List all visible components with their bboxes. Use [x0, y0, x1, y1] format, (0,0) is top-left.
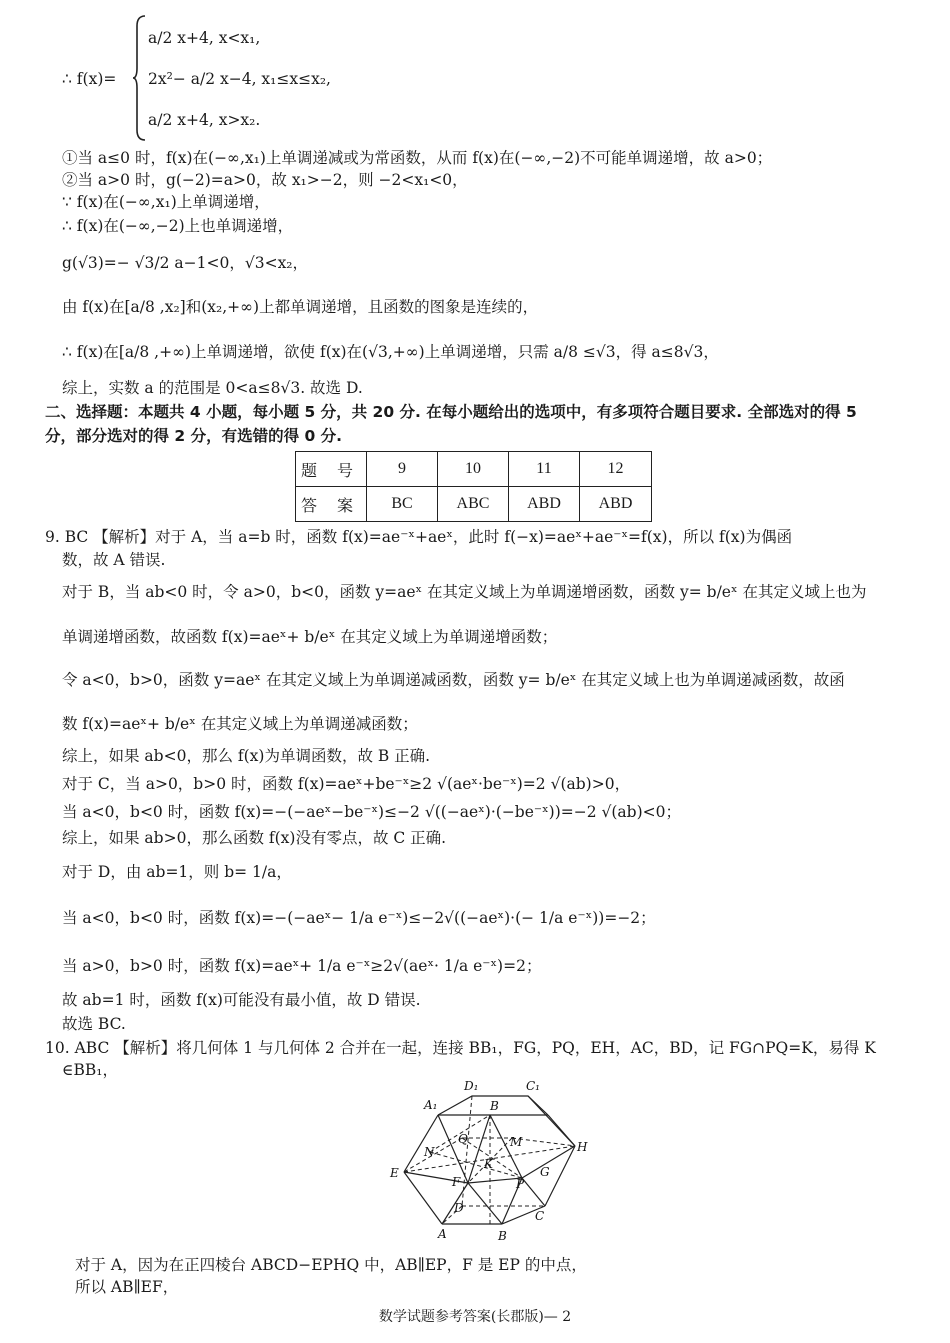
q9-line: 当 a<0，b<0 时，函数 f(x)=−(−aeˣ−be⁻ˣ)≤−2 √((−aeˣ)·(−be⁻ˣ))=−2 √(ab)<0； [62, 803, 681, 821]
label-A: A [438, 1227, 447, 1241]
label-P: P [516, 1177, 525, 1191]
table-cell: 10 [438, 452, 509, 487]
text-line: 综上，实数 a 的范围是 0<a≤8√3. 故选 D. [62, 379, 363, 397]
piecewise-brace [133, 14, 147, 142]
piecewise-lhs: ∴ f(x)= [62, 70, 117, 88]
q9-line: 综上，如果 ab>0，那么函数 f(x)没有零点，故 C 正确. [62, 829, 447, 847]
table-cell: 9 [367, 452, 438, 487]
text-line: ∴ f(x)在(−∞,−2)上也单调递增， [62, 217, 294, 235]
q9-line: 故选 BC. [62, 1015, 126, 1033]
polyhedron-figure [380, 1078, 600, 1243]
table-cell: ABD [580, 487, 652, 522]
q9-line: 单调递增函数，故函数 f(x)=aeˣ+ b/eˣ 在其定义域上为单调递增函数； [62, 628, 558, 646]
q9-line: 综上，如果 ab<0，那么 f(x)为单调函数，故 B 正确. [62, 747, 431, 765]
q9-line: 对于 D，由 ab=1，则 b= 1/a， [62, 863, 292, 881]
text-line: ②当 a>0 时，g(−2)=a>0，故 x₁>−2，则 −2<x₁<0， [62, 171, 468, 189]
text-line: 由 f(x)在[a/8 ,x₂]和(x₂,+∞)上都单调递增，且函数的图象是连续的， [62, 298, 539, 316]
table-cell: ABC [438, 487, 509, 522]
table-cell: 题 号 [296, 452, 367, 487]
label-D: D [454, 1201, 464, 1215]
q10-line: 10. ABC 【解析】将几何体 1 与几何体 2 合并在一起，连接 BB₁，FG，PQ，EH，AC，BD，记 FG∩PQ=K，易得 K [45, 1039, 876, 1057]
label-A1: A₁ [424, 1098, 438, 1112]
label-Q: Q [458, 1132, 468, 1146]
page-footer: 数学试题参考答案(长郡版)— 2 [378, 1309, 572, 1325]
section-heading: 二、选择题：本题共 4 小题，每小题 5 分，共 20 分. 在每小题给出的选项中，有多项符合题目要求. 全部选对的得 5 [45, 403, 857, 421]
q9-line: 当 a>0，b>0 时，函数 f(x)=aeˣ+ 1/a e⁻ˣ≥2√(aeˣ· 1/a e⁻ˣ)=2； [62, 957, 542, 975]
q9-line: 数 f(x)=aeˣ+ b/eˣ 在其定义域上为单调递减函数； [62, 715, 418, 733]
label-D1: D₁ [464, 1079, 479, 1093]
label-N: N [424, 1145, 435, 1159]
q9-line: 对于 C，当 a>0，b>0 时，函数 f(x)=aeˣ+be⁻ˣ≥2 √(aeˣ·be⁻ˣ)=2 √(ab)>0， [62, 775, 631, 793]
table-row [296, 487, 652, 522]
q9-line: 令 a<0，b>0，函数 y=aeˣ 在其定义域上为单调递减函数，函数 y= b/eˣ 在其定义域上也为单调递减函数，故函 [62, 671, 845, 689]
table-cell: 11 [509, 452, 580, 487]
table-cell: BC [367, 487, 438, 522]
table-row [296, 452, 652, 487]
q9-line: 9. BC 【解析】对于 A，当 a=b 时，函数 f(x)=ae⁻ˣ+aeˣ，此时 f(−x)=aeˣ+ae⁻ˣ=f(x)，所以 f(x)为偶函 [45, 528, 793, 546]
label-M: M [510, 1135, 523, 1149]
table-cell: ABD [509, 487, 580, 522]
label-K: K [484, 1157, 493, 1171]
piecewise-case-3: a/2 x+4, x>x₂. [148, 111, 261, 129]
label-B-bottom: B [498, 1229, 507, 1243]
piecewise-case-1: a/2 x+4, x<x₁, [148, 29, 261, 47]
q9-line: 数，故 A 错误. [62, 551, 166, 569]
label-C1: C₁ [526, 1079, 540, 1093]
q10-line: ∈BB₁， [62, 1061, 118, 1079]
label-F: F [452, 1175, 461, 1189]
answer-table [295, 451, 652, 522]
text-line: ①当 a≤0 时，f(x)在(−∞,x₁)上单调递减或为常函数，从而 f(x)在(−∞,−2)不可能单调递增，故 a>0； [62, 149, 773, 167]
label-H: H [577, 1140, 588, 1154]
table-cell: 答 案 [296, 487, 367, 522]
table-cell: 12 [580, 452, 652, 487]
section-heading-cont: 分，部分选对的得 2 分，有选错的得 0 分. [45, 427, 343, 445]
text-line: g(√3)=− √3/2 a−1<0，√3<x₂， [62, 254, 309, 272]
label-G: G [540, 1165, 550, 1179]
text-line: ∵ f(x)在(−∞,x₁)上单调递增， [62, 193, 270, 211]
text-line: ∴ f(x)在[a/8 ,+∞)上单调递增，欲使 f(x)在(√3,+∞)上单调递增，只需 a/8 ≤√3，得 a≤8√3， [62, 343, 719, 361]
label-E: E [390, 1166, 399, 1180]
q9-line: 对于 B，当 ab<0 时，令 a>0，b<0，函数 y=aeˣ 在其定义域上为单调递增函数，函数 y= b/eˣ 在其定义域上也为 [62, 583, 867, 601]
q9-line: 故 ab=1 时，函数 f(x)可能没有最小值，故 D 错误. [62, 991, 421, 1009]
q10-line: 对于 A，因为在正四棱台 ABCD−EPHQ 中，AB∥EP，F 是 EP 的中点， [75, 1256, 587, 1274]
q10-line: 所以 AB∥EF， [75, 1278, 179, 1296]
label-B-top: B [490, 1099, 499, 1113]
q9-line: 当 a<0，b<0 时，函数 f(x)=−(−aeˣ− 1/a e⁻ˣ)≤−2√((−aeˣ)·(− 1/a e⁻ˣ))=−2； [62, 909, 656, 927]
piecewise-case-2: 2x²− a/2 x−4, x₁≤x≤x₂, [148, 70, 331, 88]
label-C: C [535, 1209, 545, 1223]
